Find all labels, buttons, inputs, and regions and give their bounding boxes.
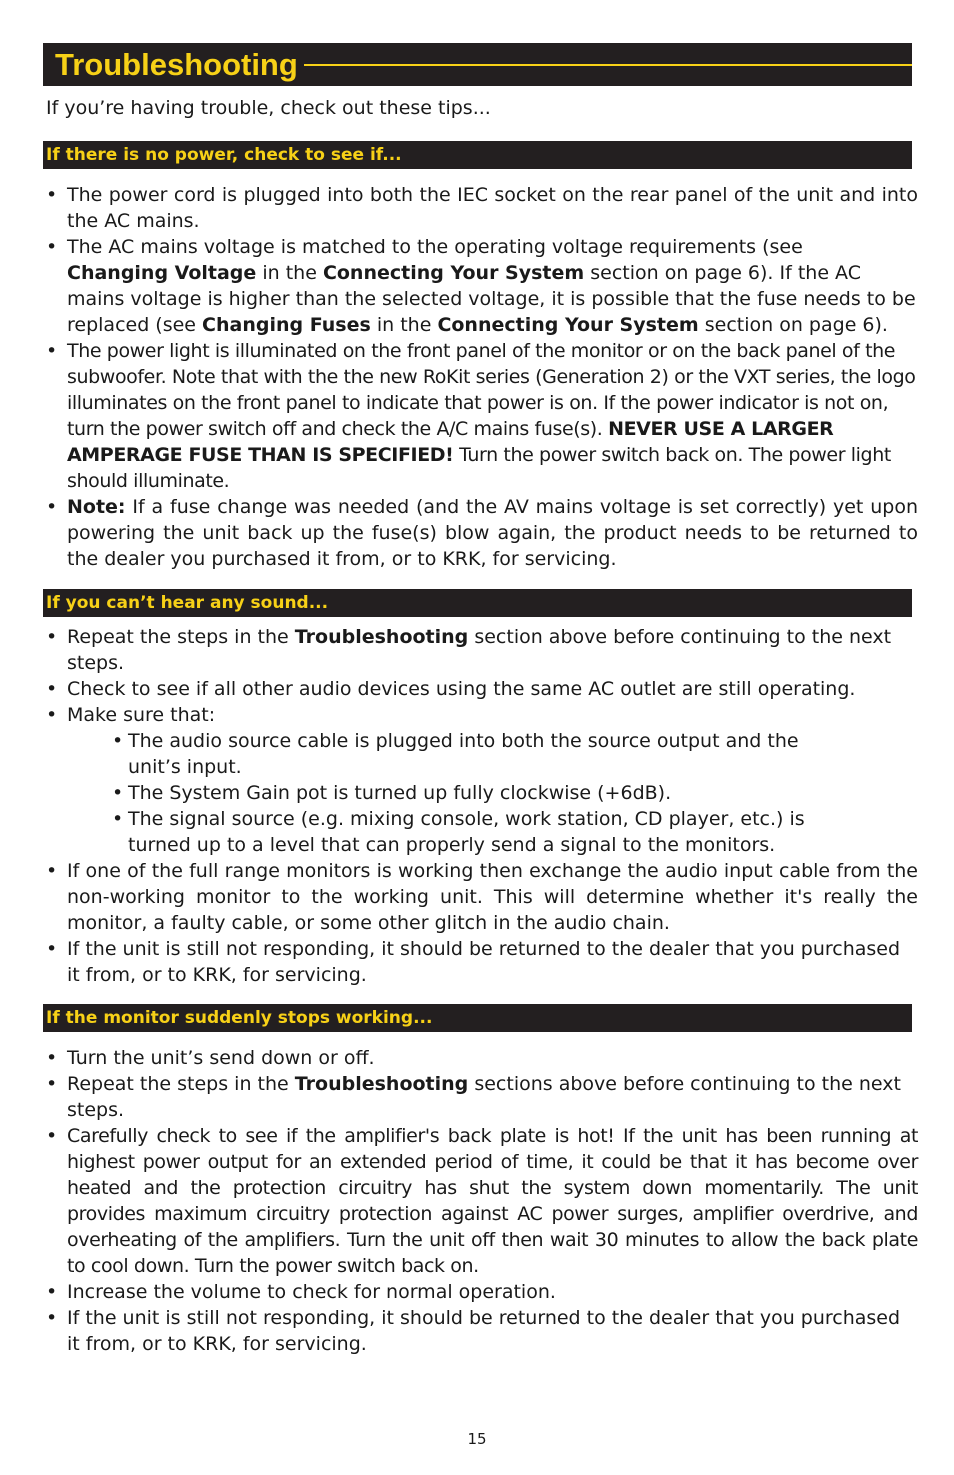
no-sound-list [46,624,918,988]
sub-list-item: • The audio source cable is plugged into both the source output and the unit’s input. [112,728,832,780]
page-number: 15 [467,1430,487,1448]
list-item: • If the unit is still not responding, it should be returned to the dealer that you purchased it from, or to KRK, for servicing. [46,1305,918,1357]
page-title-bar [43,43,912,86]
list-item: • Make sure that: • The audio source cable is plugged into both the source output and the unit’s input. • The System Gain pot is turned up fully clockwise (+6dB). • The signal source (e.g. mixing console, work station, CD player, etc.) is turned up to a level that can properly send a signal to the monitors. [46,702,918,858]
make-sure-sublist [112,728,832,858]
stops-working-list [46,1045,918,1357]
section-heading: If you can’t hear any sound... [46,593,329,613]
title-rule [304,64,912,66]
section-heading: If the monitor suddenly stops working... [46,1008,433,1028]
section-header-stops-working [43,1004,912,1032]
section-header-no-power [43,141,912,169]
list-item: • Check to see if all other audio devices using the same AC outlet are still operating. [46,676,918,702]
section-heading: If there is no power, check to see if... [46,145,402,165]
list-item: • The power light is illuminated on the front panel of the monitor or on the back panel of the subwoofer. Note that with the the new RoKit series (Generation 2) or the VXT series, the logo illuminates on the front panel to indicate that power is on. If the power indicator is not on, turn the power switch off and check the A/C mains fuse(s). NEVER USE A LARGER AMPERAGE FUSE THAN IS SPECIFIED! Turn the power switch back on. The power light should illuminate. [46,338,918,494]
list-item: • If the unit is still not responding, it should be returned to the dealer that you purchased it from, or to KRK, for servicing. [46,936,918,988]
list-item: • Repeat the steps in the Troubleshooting sections above before continuing to the next steps. [46,1071,918,1123]
list-item: • Turn the unit’s send down or off. [46,1045,918,1071]
list-item: • Carefully check to see if the amplifier's back plate is hot! If the unit has been running at highest power output for an extended period of time, it could be that it has become over heated and the protection circuitry has shut the system down momentarily. The unit provides maximum circuitry protection against AC power surges, amplifier overdrive, and overheating of the amplifiers. Turn the unit off then wait 30 minutes to allow the back plate to cool down. Turn the power switch back on. [46,1123,918,1279]
list-item: • The AC mains voltage is matched to the operating voltage requirements (see Changing Voltage in the Connecting Your System section on page 6). If the AC mains voltage is higher than the selected voltage, it is possible that the fuse needs to be replaced (see Changing Fuses in the Connecting Your System section on page 6). [46,234,918,338]
sub-list-item: • The signal source (e.g. mixing console, work station, CD player, etc.) is turned up to a level that can properly send a signal to the monitors. [112,806,832,858]
intro-text: If you’re having trouble, check out these tips... [46,97,491,119]
list-item: • Increase the volume to check for normal operation. [46,1279,918,1305]
list-item: • If one of the full range monitors is working then exchange the audio input cable from the non-working monitor to the working unit. This will determine whether it's really the monitor, a faulty cable, or some other glitch in the audio chain. [46,858,918,936]
list-item: • Repeat the steps in the Troubleshooting section above before continuing to the next steps. [46,624,918,676]
list-item: • The power cord is plugged into both the IEC socket on the rear panel of the unit and into the AC mains. [46,182,918,234]
page-title: Troubleshooting [55,46,298,82]
section-header-no-sound [43,589,912,617]
no-power-list [46,182,918,572]
sub-list-item: • The System Gain pot is turned up fully clockwise (+6dB). [112,780,832,806]
list-item: • Note: If a fuse change was needed (and the AV mains voltage is set correctly) yet upon powering the unit back up the fuse(s) blow again, the product needs to be returned to the dealer you purchased it from, or to KRK, for servicing. [46,494,918,572]
